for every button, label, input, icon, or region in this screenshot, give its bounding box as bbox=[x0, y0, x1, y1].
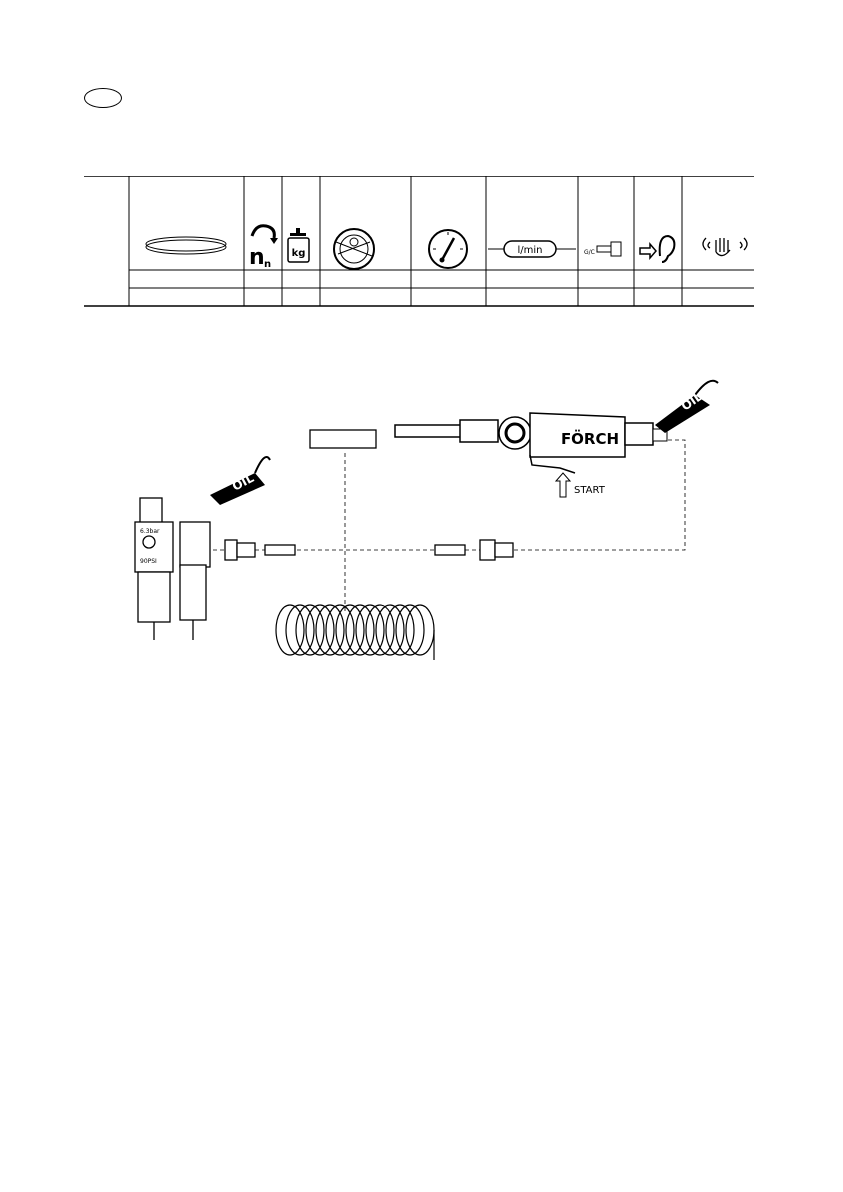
connection-lines bbox=[192, 440, 685, 613]
start-indicator bbox=[556, 473, 606, 497]
air-consumption-label: l/min bbox=[517, 245, 543, 256]
belt-icon bbox=[146, 237, 226, 254]
connection-diagram bbox=[120, 365, 740, 665]
pressure-label: 6.3bar bbox=[140, 528, 160, 535]
coiled-hose bbox=[276, 605, 434, 660]
spec-table bbox=[84, 176, 754, 308]
oil-bottle-icon bbox=[210, 457, 270, 505]
oil-label-2: OIL bbox=[229, 470, 257, 494]
oil-label-1: OIL bbox=[678, 389, 705, 414]
pressure-gauge-icon bbox=[429, 230, 467, 268]
speed-label: n bbox=[249, 245, 265, 270]
brand-label: FÖRCH bbox=[560, 430, 620, 448]
air-consumption-icon bbox=[488, 241, 576, 257]
air-inlet-label: G/C bbox=[584, 249, 595, 256]
vibration-icon bbox=[703, 238, 747, 256]
belt-size-icon bbox=[334, 229, 374, 269]
quick-coupling-left bbox=[225, 540, 295, 560]
noise-icon bbox=[640, 236, 674, 262]
belt-sander-tool bbox=[395, 413, 667, 473]
speed-sub-label: n bbox=[264, 259, 272, 270]
language-badge bbox=[84, 88, 122, 108]
start-label: START bbox=[574, 485, 605, 496]
speed-icon bbox=[249, 226, 278, 270]
straight-tube bbox=[310, 430, 376, 448]
weight-label: kg bbox=[291, 248, 306, 259]
psi-label: 90PSI bbox=[140, 558, 157, 565]
oil-bottle-icon bbox=[655, 381, 718, 433]
weight-icon bbox=[288, 228, 309, 262]
filter-regulator-unit bbox=[135, 498, 210, 640]
air-inlet-icon bbox=[584, 242, 621, 256]
